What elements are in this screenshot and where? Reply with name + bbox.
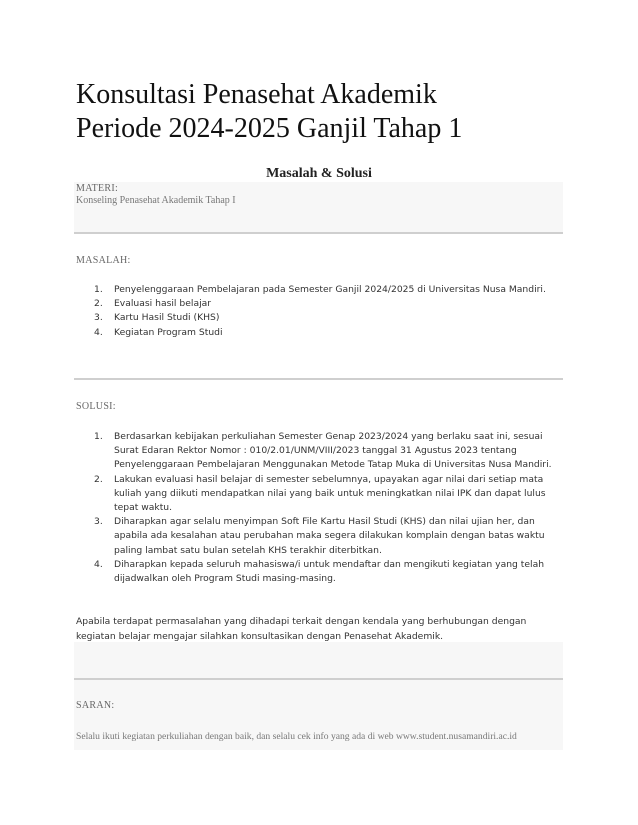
list-item: 3. Diharapkan agar selalu menyimpan Soft File Kartu Hasil Studi (KHS) dan nilai ujian her, dan apabila ada kesalahan atau perubahan maka segera dilakukan komplain dengan batas waktu paling lambat satu bulan setelah KHS terakhir diterbitkan. bbox=[94, 516, 545, 556]
solusi-section-bg bbox=[74, 642, 563, 678]
masalah-item-4: Kegiatan Program Studi bbox=[114, 326, 223, 338]
saran-value: Selalu ikuti kegiatan perkuliahan dengan baik, dan selalu cek info yang ada di web www.student.nusamandiri.ac.id bbox=[76, 731, 517, 742]
masalah-item-3: Kartu Hasil Studi (KHS) bbox=[114, 312, 220, 324]
solusi-item-1: Berdasarkan kebijakan perkuliahan Semester Genap 2023/2024 yang berlaku saat ini, sesuai Surat Edaran Rektor Nomor : 010/2.01/UNM/VIII/2023 tanggal 31 Agustus 2023 tentang Penyelenggaraan Pembelajaran Menggunakan Metode Tatap Muka di Universitas Nusa Mandiri. bbox=[114, 431, 552, 471]
title-line-1: Konsultasi Penasehat Akademik bbox=[76, 79, 437, 110]
list-item: 4. Diharapkan kepada seluruh mahasiswa/i untuk mendaftar dan mengikuti kegiatan yang telah dijadwalkan oleh Program Studi masing-masing. bbox=[94, 558, 545, 585]
list-item: 2. Evaluasi hasil belajar bbox=[94, 298, 212, 310]
materi-value: Konseling Penasehat Akademik Tahap I bbox=[76, 195, 236, 206]
list-item: 1. Penyelenggaraan Pembelajaran pada Semester Ganjil 2024/2025 di Universitas Nusa Mandiri. bbox=[94, 284, 546, 295]
page-title bbox=[76, 78, 462, 146]
masalah-label: MASALAH: bbox=[76, 255, 131, 266]
title-line-2: Periode 2024-2025 Ganjil Tahap 1 bbox=[76, 113, 463, 144]
solusi-item-3: Diharapkan agar selalu menyimpan Soft File Kartu Hasil Studi (KHS) dan nilai ujian her, dan apabila ada kesalahan atau perubahan maka segera dilakukan komplain dengan batas waktu paling lambat satu bulan setelah KHS terakhir diterbitkan. bbox=[114, 516, 545, 556]
solusi-item-2: Lakukan evaluasi hasil belajar di semester sebelumnya, upayakan agar nilai dari setiap mata kuliah yang diikuti mendapatkan nilai yang baik untuk meningkatkan nilai IPK dan dapat lulus tepat waktu. bbox=[114, 473, 546, 514]
list-item: 2. Lakukan evaluasi hasil belajar di semester sebelumnya, upayakan agar nilai dari setiap mata kuliah yang diikuti mendapatkan nilai yang baik untuk meningkatkan nilai IPK dan dapat lulus tepat waktu. bbox=[94, 473, 546, 514]
section-subtitle: Masalah & Solusi bbox=[266, 166, 372, 181]
masalah-item-1: Penyelenggaraan Pembelajaran pada Semester Ganjil 2024/2025 di Universitas Nusa Mandiri. bbox=[114, 284, 546, 295]
list-item: 4. Kegiatan Program Studi bbox=[94, 326, 223, 338]
section-divider bbox=[74, 378, 563, 380]
saran-label: SARAN: bbox=[76, 700, 115, 711]
materi-section-bg bbox=[74, 182, 563, 232]
materi-label: MATERI: bbox=[76, 183, 119, 194]
list-item: 3. Kartu Hasil Studi (KHS) bbox=[94, 312, 220, 324]
solusi-label: SOLUSI: bbox=[76, 401, 116, 412]
solusi-closing: Apabila terdapat permasalahan yang dihadapi terkait dengan kendala yang berhubungan dengan kegiatan belajar mengajar silahkan konsultasikan dengan Penasehat Akademik. bbox=[76, 616, 527, 642]
list-item: 1. Berdasarkan kebijakan perkuliahan Semester Genap 2023/2024 yang berlaku saat ini, sesuai Surat Edaran Rektor Nomor : 010/2.01/UNM/VIII/2023 tanggal 31 Agustus 2023 tentang Penyelenggaraan Pembelajaran Menggunakan Metode Tatap Muka di Universitas Nusa Mandiri. bbox=[94, 431, 552, 471]
masalah-list bbox=[84, 283, 554, 340]
solusi-item-4: Diharapkan kepada seluruh mahasiswa/i untuk mendaftar dan mengikuti kegiatan yang telah dijadwalkan oleh Program Studi masing-masing. bbox=[114, 558, 545, 585]
solusi-list bbox=[84, 430, 554, 586]
masalah-item-2: Evaluasi hasil belajar bbox=[114, 298, 212, 310]
section-divider bbox=[74, 232, 563, 234]
